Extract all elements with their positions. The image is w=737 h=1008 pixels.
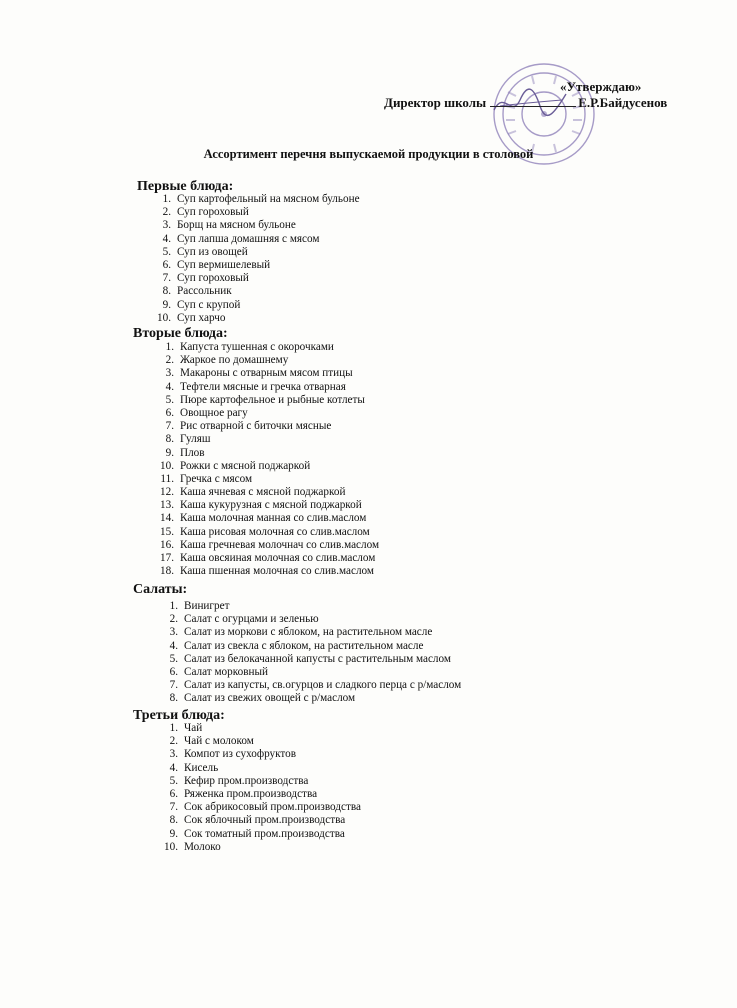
list-item [165,380,379,394]
list-item [165,433,379,446]
item-number: 11. [160,472,174,485]
item-text: Каша пшенная молочная со слив.маслом [180,565,374,578]
item-text: Суп гороховый [177,272,249,285]
item-number: 3. [162,219,171,232]
item-text: Рожки с мясной поджаркой [180,459,311,472]
item-number: 4. [165,380,174,393]
item-number: 6. [162,258,171,271]
list-item [160,512,379,525]
item-number: 17. [160,552,174,564]
item-number: 8. [162,285,171,298]
item-number: 7. [162,272,171,285]
list-item [169,748,361,761]
item-text: Суп с крупой [177,298,241,311]
item-text: Гуляш [180,433,211,446]
item-number: 13. [160,499,174,512]
item-text: Суп картофельный на мясном бульоне [177,193,360,205]
director-name: Е.Р.Байдусенов [578,95,668,110]
list-item [160,538,380,552]
item-number: 6. [169,665,178,678]
item-text: Каша овсяиная молочная со слив.маслом [180,552,376,564]
item-text: Каша гречневая молочнач со слив.маслом [180,538,380,551]
list-item [169,639,461,653]
item-number: 8. [169,692,178,705]
item-number: 5. [169,774,178,787]
item-text: Салат из свекла с яблоком, на растительном масле [184,639,424,652]
list-item [162,193,360,206]
item-text: Каша рисовая молочная со слив.маслом [180,525,370,538]
list-item [165,341,379,354]
item-number: 6. [169,787,178,800]
list-item [169,692,461,705]
item-number: 15. [160,525,174,538]
item-text: Гречка с мясом [180,472,253,485]
list-item [162,272,360,285]
item-number: 9. [169,827,178,840]
item-text: Каша ячневая с мясной поджаркой [180,486,346,499]
list-item [162,285,360,298]
item-number: 2. [165,354,174,367]
item-text: Макароны с отварным мясом птицы [180,367,353,380]
item-text: Кефир пром.производства [184,774,309,787]
item-text: Каша молочная манная со слив.маслом [180,512,367,525]
item-number: 4. [162,232,171,245]
first-courses-list [157,193,360,325]
item-text: Пюре картофельное и рыбные котлеты [180,393,365,406]
list-item [164,840,361,854]
document-title: Ассортимент перечня выпускаемой продукции в столовой [203,147,534,161]
item-text: Сок абрикосовый пром.производства [184,801,361,814]
section-title-second-courses: Вторые блюда: [133,326,228,341]
item-number: 2. [169,735,178,748]
item-text: Салат с огурцами и зеленью [184,613,319,626]
item-text: Суп лапша домашняя с мясом [177,232,320,245]
item-text: Сок яблочный пром.производства [184,814,346,827]
list-item [169,722,361,735]
item-text: Кисель [184,761,219,774]
list-item [165,354,379,367]
item-number: 4. [169,761,178,774]
list-item [162,206,360,219]
item-number: 3. [169,748,178,761]
list-item [162,219,360,232]
item-text: Суп харчо [177,311,226,324]
item-text: Суп вермишелевый [177,258,271,271]
list-item [169,665,461,679]
item-number: 3. [169,626,178,639]
item-text: Молоко [184,840,221,853]
third-courses-list [164,722,361,854]
list-item [169,787,361,801]
item-text: Рис отварной с биточки мясные [180,420,332,433]
item-number: 1. [165,341,174,353]
item-text: Салат из капусты, св.огурцов и сладкого перца с р/маслом [184,679,462,692]
item-number: 2. [162,206,171,219]
list-item [160,552,379,565]
list-item [160,525,379,539]
item-number: 1. [162,193,171,205]
list-item [160,565,379,578]
item-number: 5. [165,393,174,406]
salads-list [169,600,462,706]
list-item [169,774,361,788]
list-item [169,761,361,775]
item-number: 3. [165,367,174,380]
item-text: Каша кукурузная с мясной поджаркой [180,499,362,512]
item-text: Салат из свежих овощей с р/маслом [184,692,356,705]
item-number: 9. [165,446,174,459]
section-title-third-courses: Третьи блюда: [133,708,225,723]
list-item [160,459,379,473]
list-item [165,446,379,460]
list-item [160,499,379,512]
list-item [169,652,461,666]
item-text: Плов [180,446,205,459]
item-number: 10. [157,311,171,324]
list-item [160,472,379,486]
list-item [169,827,361,841]
list-item [165,393,379,407]
list-item [162,258,360,272]
item-number: 7. [169,801,178,814]
item-text: Рассольник [177,285,232,298]
item-number: 16. [160,538,174,551]
item-number: 8. [165,433,174,446]
item-number: 1. [169,722,178,734]
item-text: Ряженка пром.производства [184,787,318,800]
item-text: Салат из моркови с яблоком, на растительном масле [184,626,433,639]
item-text: Салат из белокачанной капусты с растительным маслом [184,652,451,665]
approval-label: «Утверждаю» [560,79,642,94]
list-item [169,814,361,827]
section-title-salads: Салаты: [133,582,188,597]
second-courses-list [160,341,380,578]
item-number: 12. [160,486,174,499]
item-text: Капуста тушенная с окорочками [180,341,334,353]
item-number: 4. [169,639,178,652]
item-number: 9. [162,298,171,311]
item-text: Сок томатный пром.производства [184,827,345,840]
item-text: Борщ на мясном бульоне [177,219,296,232]
item-number: 1. [169,600,178,612]
item-text: Тефтели мясные и гречка отварная [180,380,346,393]
list-item [165,406,379,420]
item-text: Чай с молоком [184,735,254,748]
item-number: 18. [160,565,174,578]
list-item [157,311,360,325]
list-item [162,245,360,259]
item-number: 10. [164,840,178,853]
list-item [169,600,461,613]
list-item [162,232,360,246]
item-text: Компот из сухофруктов [184,748,297,761]
list-item [169,626,461,639]
item-number: 7. [165,420,174,433]
item-number: 7. [169,679,178,692]
list-item [160,486,379,499]
list-item [165,367,379,380]
item-text: Салат морковный [184,665,268,678]
section-title-first-courses: Первые блюда: [137,179,234,194]
item-number: 14. [160,512,174,525]
list-item [162,298,360,312]
list-item [169,735,361,748]
item-text: Овощное рагу [180,406,248,419]
signature-blank [490,96,576,107]
director-position: Директор школы [384,95,487,110]
item-number: 5. [169,652,178,665]
list-item [169,801,361,814]
item-number: 5. [162,245,171,258]
item-number: 8. [169,814,178,827]
list-item [169,613,461,626]
item-number: 2. [169,613,178,626]
item-text: Суп из овощей [177,245,248,258]
item-text: Чай [184,722,203,734]
item-text: Жаркое по домашнему [180,354,289,367]
list-item [165,420,379,433]
item-text: Винигрет [184,600,230,612]
list-item [169,679,462,692]
item-number: 6. [165,406,174,419]
item-text: Суп гороховый [177,206,249,219]
director-signature-line [384,95,667,111]
item-number: 10. [160,459,174,472]
